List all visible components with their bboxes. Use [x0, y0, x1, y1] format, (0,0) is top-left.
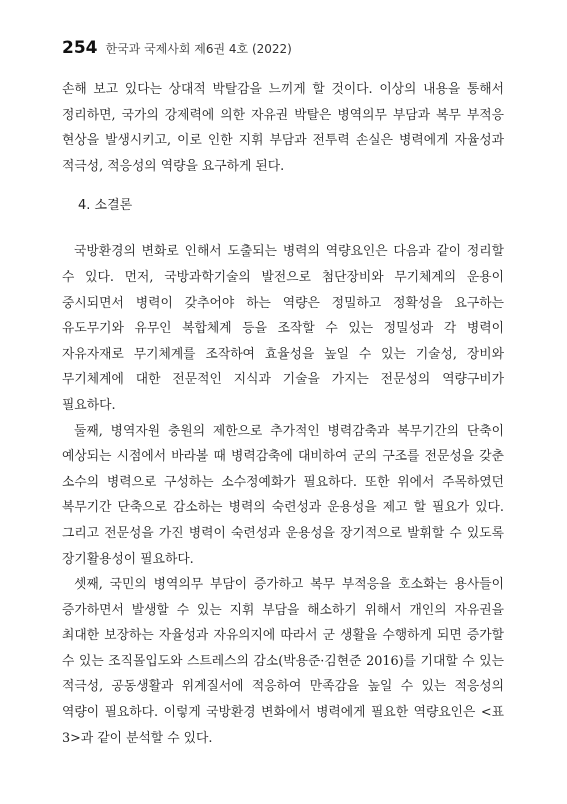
paragraph-continuation: 손해 보고 있다는 상대적 박탈감을 느끼게 할 것이다. 이상의 내용을 통해서 정리하면, 국가의 강제력에 의한 자유권 박탈은 병역의무 부담과 복무 부적응 현상을 발생시키고, 이로 인한 지휘 부담과 전투력 손실은 병력에게 자율성과 적극성, 적응성의 역량을 요구하게 된다. [62, 82, 504, 174]
running-header [62, 38, 292, 58]
section-heading: 4. 소결론 [78, 198, 133, 214]
page-number: 254 [62, 38, 98, 58]
paragraph-third: 셋째, 국민의 병역의무 부담이 증가하고 복무 부적응을 호소화는 용사들이 증가하면서 발생할 수 있는 지휘 부담을 해소하기 위해서 개인의 자유권을 최대한 보장하는 자율성과 자유의지에 따라서 군 생활을 수행하게 되면 증가할 수 있는 조직몰입도와 스트레스의 감소(박용준·김현준 2016)를 기대할 수 있는 적극성, 공동생활과 위계질서에 적응하여 만족감을 높일 수 있는 적응성의 역량이 필요하다. 이렇게 국방환경 변화에서 병력에게 필요한 역량요인은 <표 3>과 같이 분석할 수 있다. [62, 577, 504, 746]
journal-info: 한국과 국제사회 제6권 4호 (2022) [105, 42, 292, 56]
paragraph-second: 둘째, 병역자원 충원의 제한으로 추가적인 병력감축과 복무기간의 단축이 예상되는 시점에서 바라볼 때 병력감축에 대비하여 군의 구조를 전문성을 갖춘 소수의 병력으로 구성하는 소수정예화가 필요하다. 또한 위에서 주목하였던 복무기간 단축으로 감소하는 병력의 숙련성과 운용성을 제고 할 필요가 있다. 그리고 전문성을 가진 병력이 숙련성과 운용성을 장기적으로 발휘할 수 있도록 장기활용성이 필요하다. [62, 423, 504, 567]
body-text [62, 77, 504, 751]
paragraph-intro: 국방환경의 변화로 인해서 도출되는 병력의 역량요인은 다음과 같이 정리할 수 있다. 먼저, 국방과학기술의 발전으로 첨단장비와 무기체계의 운용이 중시되면서 병력이 갖추어야 하는 역량은 정밀하고 정확성을 요구하는 유도무기와 유무인 복합체계 등을 조작할 수 있는 정밀성과 각 병력이 자유자재로 무기체계를 조작하여 효율성을 높일 수 있는 기술성, 장비와 무기체계에 대한 전문적인 지식과 기술을 가지는 전문성의 역량구비가 필요하다. [62, 244, 504, 413]
